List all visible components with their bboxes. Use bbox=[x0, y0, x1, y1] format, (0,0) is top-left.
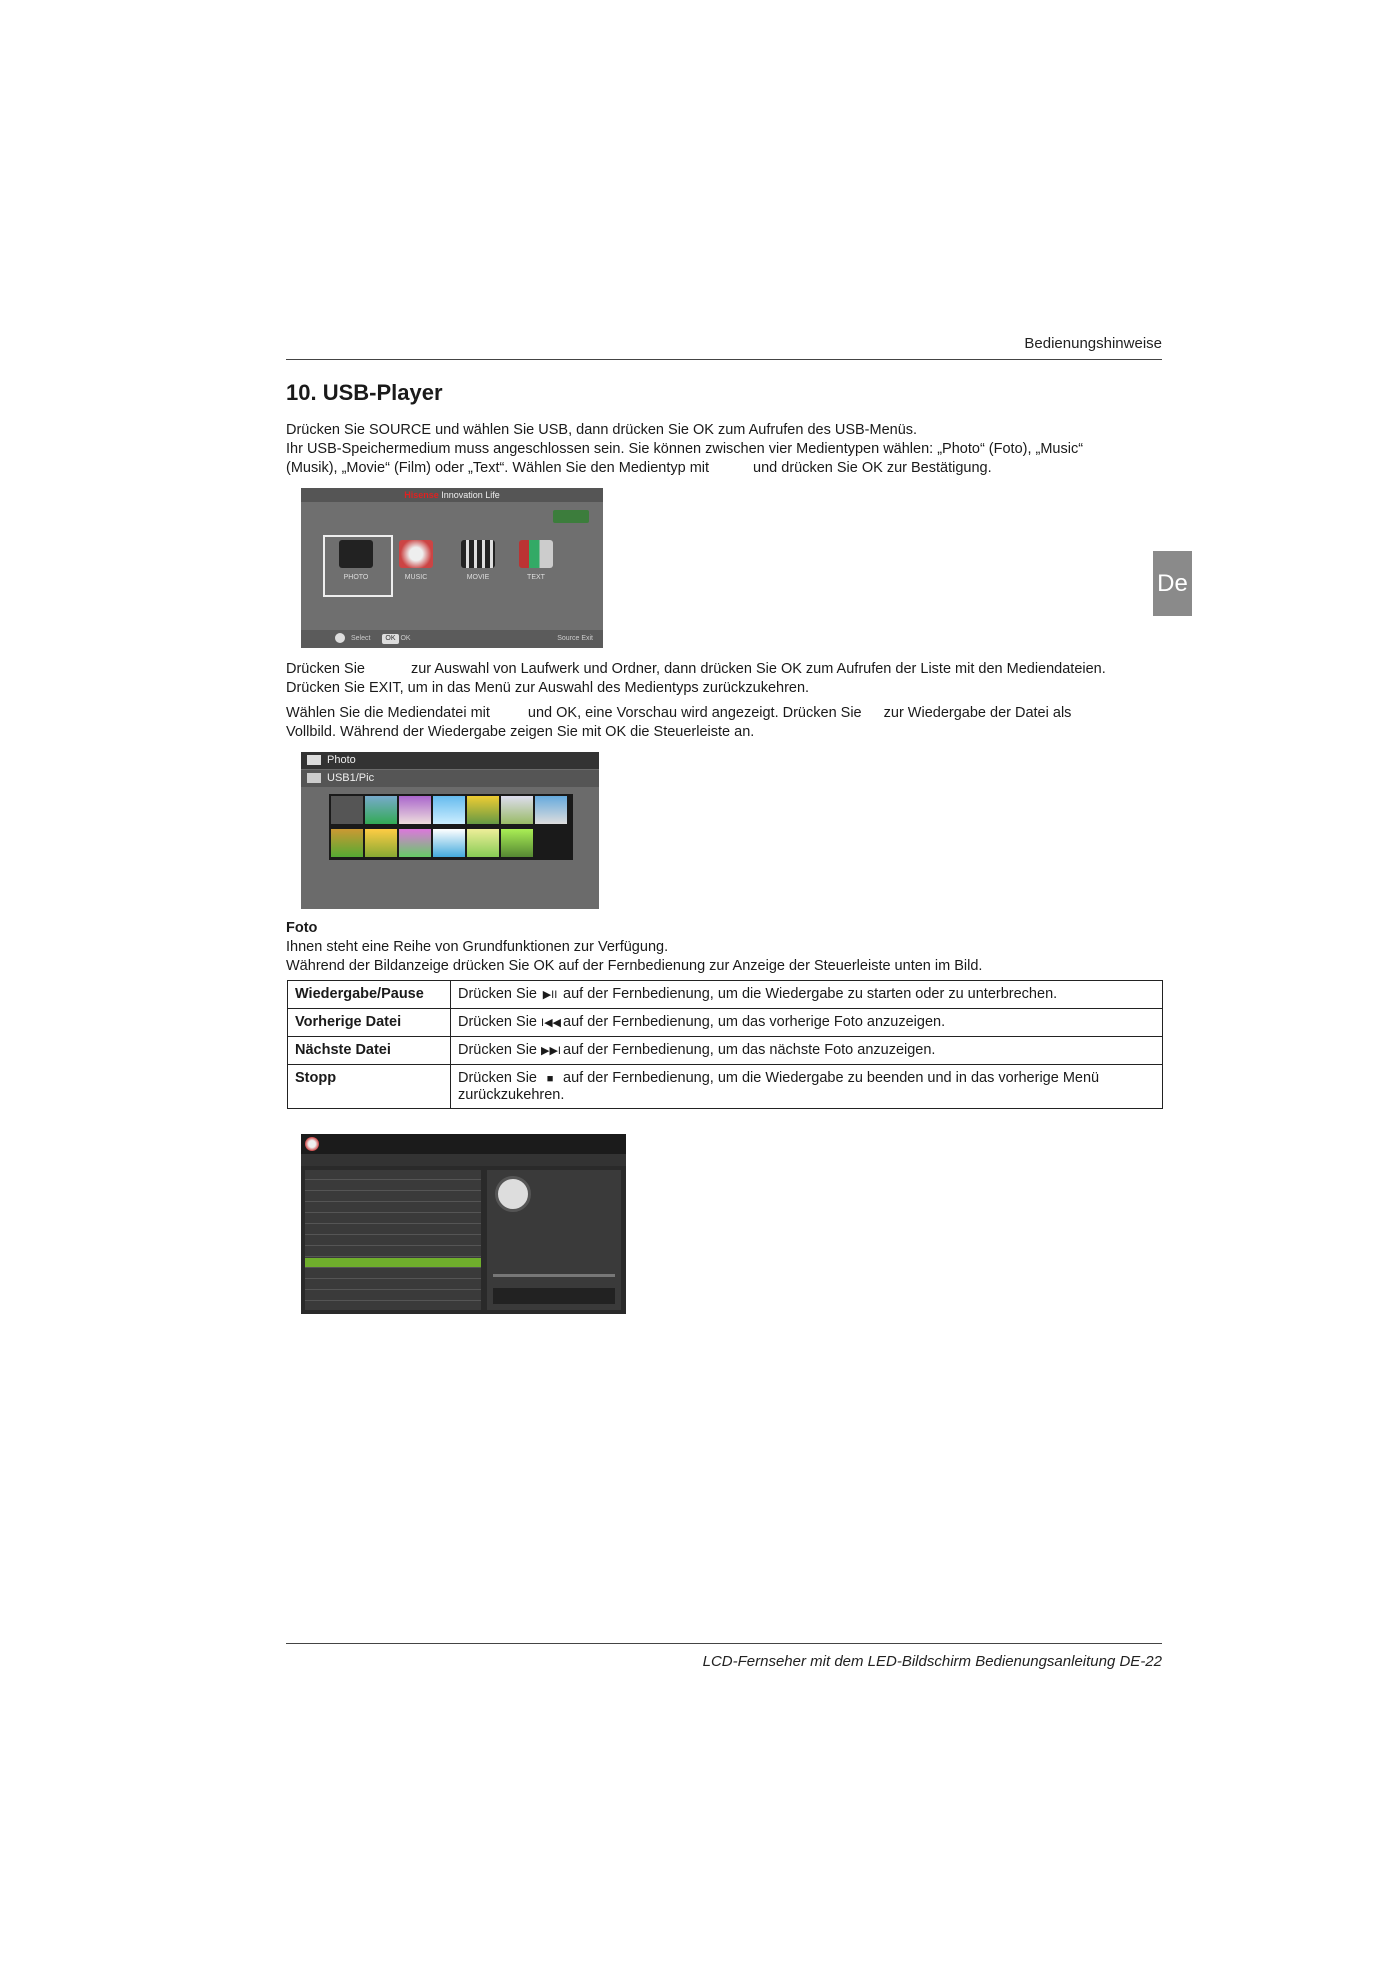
tile-label: MOVIE bbox=[466, 574, 490, 581]
list-item[interactable] bbox=[305, 1203, 481, 1213]
stop-icon: ■ bbox=[546, 1073, 554, 1085]
table-row bbox=[288, 981, 1163, 1009]
photo-icon bbox=[307, 755, 321, 765]
photo-thumb[interactable] bbox=[433, 796, 465, 824]
desc-post: auf der Fernbedienung, um die Wiedergabe zu beenden und in das vorherige Menü zurückzukehren. bbox=[458, 1070, 1100, 1103]
screen-hintbar bbox=[301, 630, 603, 648]
usb-indicator-icon bbox=[553, 510, 589, 523]
photo-thumb[interactable] bbox=[501, 796, 533, 824]
intro-line-3 bbox=[286, 459, 1162, 478]
music-titlebar bbox=[301, 1134, 626, 1154]
function-name: Stopp bbox=[288, 1065, 451, 1109]
table-row bbox=[288, 1065, 1163, 1109]
music-browser-screenshot bbox=[301, 1134, 626, 1314]
desc-post: auf der Fernbedienung, um die Wiedergabe zu starten oder zu unterbrechen. bbox=[563, 986, 1058, 1002]
list-item[interactable] bbox=[305, 1247, 481, 1257]
media-tile-music bbox=[391, 540, 441, 581]
list-item[interactable] bbox=[305, 1181, 481, 1191]
playback-controls bbox=[493, 1288, 615, 1304]
section-title: 10. USB-Player bbox=[286, 380, 443, 405]
para3-line-1c: zur Wiedergabe der Datei als bbox=[883, 705, 1072, 721]
browser-title: Photo bbox=[327, 754, 356, 766]
hint-exit: Source Exit bbox=[557, 635, 593, 642]
music-file-list bbox=[305, 1170, 481, 1310]
progress-bar bbox=[493, 1274, 615, 1277]
desc-pre: Drücken Sie bbox=[458, 986, 537, 1002]
table-row bbox=[288, 1009, 1163, 1037]
desc-pre: Drücken Sie bbox=[458, 1070, 537, 1086]
photo-thumb[interactable] bbox=[399, 829, 431, 857]
music-icon bbox=[305, 1137, 319, 1151]
list-item[interactable] bbox=[305, 1225, 481, 1235]
desc-post: auf der Fernbedienung, um das vorherige Foto anzuzeigen. bbox=[563, 1014, 946, 1030]
running-header: Bedienungshinweise bbox=[1024, 335, 1162, 352]
intro-line-2: Ihr USB-Speichermedium muss angeschlossen sein. Sie können zwischen vier Medientypen wählen: „Photo“ (Foto), „Music“ bbox=[286, 441, 1084, 457]
media-tile-photo bbox=[331, 540, 381, 581]
photo-thumb[interactable] bbox=[399, 796, 431, 824]
function-name: Vorherige Datei bbox=[288, 1009, 451, 1037]
photo-thumb[interactable] bbox=[467, 796, 499, 824]
intro-line-3a: (Musik), „Movie“ (Film) oder „Text“. Wählen Sie den Medientyp mit bbox=[286, 460, 710, 476]
media-tile-text bbox=[511, 540, 561, 581]
photo-thumb[interactable] bbox=[433, 829, 465, 857]
photo-thumb[interactable] bbox=[365, 796, 397, 824]
list-item-selected[interactable] bbox=[305, 1258, 481, 1268]
tile-label: MUSIC bbox=[404, 574, 428, 581]
music-disc-icon bbox=[399, 540, 433, 568]
browser-titlebar bbox=[301, 752, 599, 769]
desc-post: auf der Fernbedienung, um das nächste Foto anzuzeigen. bbox=[563, 1042, 936, 1058]
function-name: Wiedergabe/Pause bbox=[288, 981, 451, 1009]
photo-thumb[interactable] bbox=[467, 829, 499, 857]
para2-line-2: Drücken Sie EXIT, um in das Menü zur Auswahl des Medientyps zurückzukehren. bbox=[286, 680, 810, 696]
folder-icon bbox=[307, 773, 321, 783]
list-item[interactable] bbox=[305, 1291, 481, 1301]
screen-topbar bbox=[301, 488, 603, 502]
desc-pre: Drücken Sie bbox=[458, 1042, 537, 1058]
para3-line-1 bbox=[286, 704, 1162, 723]
para2-line-1a: Drücken Sie bbox=[286, 661, 365, 677]
hint-select: Select bbox=[350, 635, 371, 642]
media-tile-movie bbox=[453, 540, 503, 581]
list-item[interactable] bbox=[305, 1214, 481, 1224]
photo-thumb[interactable] bbox=[365, 829, 397, 857]
para2-line-1b: zur Auswahl von Laufwerk und Ordner, dann drücken Sie OK zum Aufrufen der Liste mit den Mediendateien. bbox=[410, 661, 1106, 677]
para3-line-2: Vollbild. Während der Wiedergabe zeigen Sie mit OK die Steuerleiste an. bbox=[286, 724, 755, 740]
language-tab: De bbox=[1153, 551, 1192, 616]
foto-heading: Foto bbox=[286, 920, 318, 936]
para3-line-1b: und OK, eine Vorschau wird angezeigt. Drücken Sie bbox=[527, 705, 862, 721]
hint-ok: OK bbox=[400, 635, 411, 642]
list-item[interactable] bbox=[305, 1269, 481, 1279]
tile-label: PHOTO bbox=[343, 574, 369, 581]
books-icon bbox=[519, 540, 553, 568]
intro-line-3b: und drücken Sie OK zur Bestätigung. bbox=[753, 460, 992, 476]
foto-line-2: Während der Bildanzeige drücken Sie OK auf der Fernbedienung zur Anzeige der Steuerleiste unten im Bild. bbox=[286, 958, 983, 974]
clapper-icon bbox=[461, 540, 495, 568]
dpad-icon bbox=[335, 633, 345, 643]
header-rule bbox=[286, 359, 1162, 360]
camera-icon bbox=[339, 540, 373, 568]
table-row bbox=[288, 1037, 1163, 1065]
desc-pre: Drücken Sie bbox=[458, 1014, 537, 1030]
cd-icon bbox=[495, 1176, 531, 1212]
photo-thumb[interactable] bbox=[535, 796, 567, 824]
folder-thumb[interactable] bbox=[331, 796, 363, 824]
ok-badge: OK bbox=[382, 634, 398, 644]
photo-thumb[interactable] bbox=[501, 829, 533, 857]
function-desc bbox=[451, 981, 1163, 1009]
footer-rule bbox=[286, 1643, 1162, 1644]
foto-line-1: Ihnen steht eine Reihe von Grundfunktionen zur Verfügung. bbox=[286, 939, 669, 955]
next-icon: ▶▶I bbox=[541, 1045, 561, 1057]
function-desc bbox=[451, 1037, 1163, 1065]
browser-path: USB1/Pic bbox=[327, 772, 375, 784]
thumbnail-grid bbox=[329, 794, 573, 860]
function-desc bbox=[451, 1009, 1163, 1037]
list-item[interactable] bbox=[305, 1192, 481, 1202]
list-item[interactable] bbox=[305, 1280, 481, 1290]
function-table bbox=[287, 980, 1163, 1109]
function-desc bbox=[451, 1065, 1163, 1109]
music-pathbar bbox=[301, 1154, 626, 1166]
list-item[interactable] bbox=[305, 1236, 481, 1246]
brand-logo: Hisense bbox=[404, 490, 439, 500]
photo-thumb[interactable] bbox=[331, 829, 363, 857]
photo-browser-screenshot bbox=[301, 752, 599, 909]
brand-slogan: Innovation Life bbox=[441, 490, 500, 500]
function-name: Nächste Datei bbox=[288, 1037, 451, 1065]
previous-icon: I◀◀ bbox=[541, 1017, 561, 1029]
browser-pathbar bbox=[301, 770, 599, 787]
para2-line-1 bbox=[286, 660, 1162, 679]
para3-line-1a: Wählen Sie die Mediendatei mit bbox=[286, 705, 490, 721]
tile-label: TEXT bbox=[527, 574, 545, 581]
usb-menu-screenshot bbox=[301, 488, 603, 648]
music-info-panel bbox=[487, 1170, 621, 1310]
page-footer: LCD-Fernseher mit dem LED-Bildschirm Bedienungsanleitung DE-22 bbox=[702, 1653, 1162, 1670]
list-item[interactable] bbox=[305, 1170, 481, 1180]
intro-line-1: Drücken Sie SOURCE und wählen Sie USB, dann drücken Sie OK zum Aufrufen des USB-Menüs. bbox=[286, 422, 918, 438]
play-pause-icon: ▶II bbox=[542, 989, 558, 1001]
